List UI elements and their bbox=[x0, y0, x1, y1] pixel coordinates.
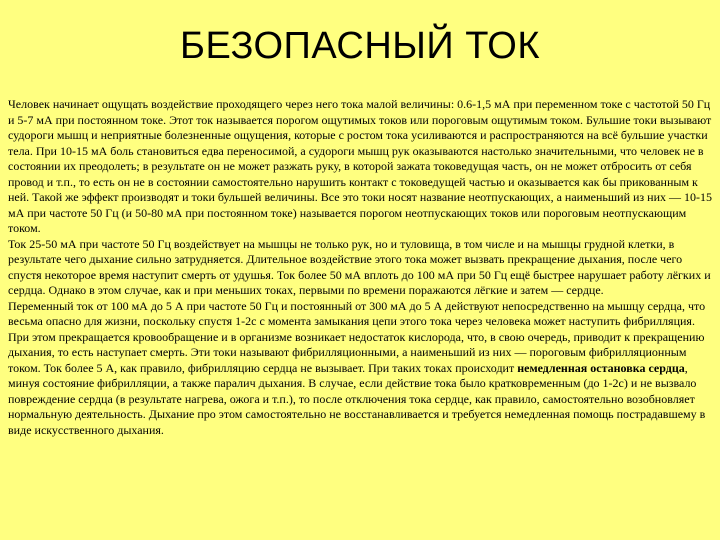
paragraph-respiratory-effects: Ток 25-50 мА при частоте 50 Гц воздействует на мышцы не только рук, но и туловища, в том числе и на мышцы грудной клетки, в результате чего дыхание сильно затрудняется. Длительное воздействие этого тока может вызвать прекращение дыхания, после чего спустя некоторое время наступит смерть от удушья. Ток более 50 мА вплоть до 100 мА при 50 Гц ещё быстрее нарушает работу лёгких и сердца. Однако в этом случае, как и при меньших токах, первыми по времени поражаются лёгкие и затем — сердце. bbox=[8, 236, 711, 297]
emphasis-cardiac-arrest: немедленная остановка сердца bbox=[517, 360, 685, 375]
paragraph-fibrillation-text: Переменный ток от 100 мА до 5 А при частоте 50 Гц и постоянный от 300 мА до 5 А действуют непосредственно на мышцу сердца, что весьма опасно для жизни, поскольку спустя 1-2с с момента замыкания цепи этого тока через человека может наступить фибрилляция. При этом прекращается кровообращение и в организме возникает недостаток кислорода, что, в свою очередь, приводит к прекращению дыхания, то есть наступает смерть. Эти токи называют фибрилляционными, а наименьший из них — пороговым фибрилляционным током. Ток более 5 А, как правило, фибрилляцию сердца не вызывает. При таких токах происходит bbox=[8, 298, 706, 375]
slide-body bbox=[8, 97, 716, 438]
paragraph-fibrillation bbox=[8, 299, 716, 439]
paragraph-fibrillation-text-end: , минуя состояние фибрилляции, а также паралич дыхания. В случае, если действие тока было кратковременным (до 1-2с) и не вызвало повреждение сердца (в результате нагрева, ожога и т.п.), то после отключения тока сердце, как правило, самостоятельно возобновляет нормальную деятельность. Дыхание про этом самостоятельно не восстанавливается и требуется немедленная помощь пострадавшему в виде искусственного дыхания. bbox=[8, 360, 706, 437]
slide-title: БЕЗОПАСНЫЙ ТОК bbox=[180, 25, 540, 67]
paragraph-threshold-currents: Человек начинает ощущать воздействие проходящего через него тока малой величины: 0.6-1,5 мА при переменном токе с частотой 50 Гц и 5-7 мА при постоянном токе. Этот ток называется порогом ощутимых токов или пороговым ощутимым током. Бульшие токи вызывают судороги мышц и неприятные болезненные ощущения, которые с ростом тока усиливаются и распространяются на всё бульшие участки тела. При 10-15 мА боль становиться едва переносимой, а судороги мышц рук оказываются настолько значительными, что человек не в состоянии их преодолеть; в результате он не может разжать руку, в которой зажата токоведущая часть, он не может отбросить от себя провод и т.п., то есть он не в состоянии самостоятельно нарушить контакт с токоведущей частью и оказывается как бы прикованным к ней. Такой же эффект производят и токи бульшей величины. Все это токи носят название неотпускающих, а наименьший из них — 10-15 мА при частоте 50 Гц (и 50-80 мА при постоянном токе) называется порогом неотпускающих токов или пороговым неотпускающим током. bbox=[8, 97, 712, 235]
